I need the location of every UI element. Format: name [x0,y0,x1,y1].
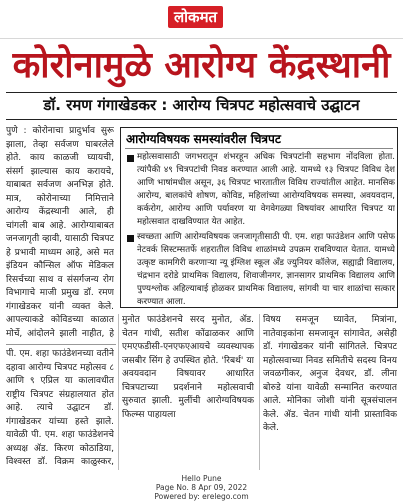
box-bullet-2: स्वच्छता आणि आरोग्यविषयक जनजागृतीसाठी पी. एम. शहा फाउंडेशन आणि पसेफ नेटवर्क सिस्टम्सतर्फे शहरातील विविध शाळांमध्ये उपक्रम राबविण्यात येतात. यामध्ये उत्कृष्ट कामगिरी करणाऱ्या न्यू इंग्लिश स्कूल ॲंड ज्युनियर कॉलेज, सह्याद्री विद्यालय, चंद्रभान दरोडे प्राथमिक विद्यालय, शिवाजीनगर, ज्ञानसागर प्राथमिक विद्यालय आणि पुण्यश्लोक अहिल्याबाई होळकर प्राथमिक विद्यालय, सांगवी या चार शाळांचा सत्कार करण्यात आला. [137,232,395,307]
column-divider [259,314,260,470]
masthead [0,0,403,39]
footer-page-date: Page No. 8 Apr 09, 2022 [155,483,248,492]
subhead-divider [6,119,397,120]
article-body-col1-bottom: पी. एम. शहा फाउंडेशनच्या वतीने दहावा आरोग्य चित्रपट महोत्सव ८ आणि ९ एप्रिल या कालावधीत राष्ट्रीय चित्रपट संग्रहालयात होत आहे. त्याचे उद्घाटन डॉ. गंगाखेडकर यांच्या हस्ते झाले. यावेळी पी. एम. शहा फाउंडेशनचे अध्यक्ष ॲड. किरण कोठाडिया, विश्वस्त डॉ. विक्रम काळुस्कर, [6,349,114,467]
page-footer [0,474,403,501]
footer-edition: Hello Pune [181,474,222,483]
footer-powered-by[interactable]: Powered by: erelego.com [154,492,249,501]
bullet-square-icon [127,235,134,242]
sidebar-box-films [120,127,398,308]
box-title-divider [125,148,393,149]
bullet-square-icon [127,155,134,162]
headline-divider [6,92,397,93]
box-title: आरोग्यविषयक समस्यांवरील चित्रपट [126,132,281,146]
article-headline: कोरोनामुळे आरोग्य केंद्रस्थानी [12,45,391,86]
article-body-col2-bottom: मुनोत फाउंडेशनचे सरद मुनोत, ॲड. चेतन गांधी, सतीश कोंढाळकर आणि एमएफडीसी-एनएफएआयचे व्यवस्थापक जसबीर सिंग हे उपस्थित होते. 'रिबर्थ' या अवयवदान विषयावर आधारित चित्रपटाच्या प्रदर्शनाने महोत्सवाची सुरुवात झाली. मुलींची आरोग्यविषयक फिल्म्स पाहायला [122,315,254,420]
article-body-left-column: पुणे : कोरोनाचा प्रादुर्भाव सुरू झाला, तेव्हा सर्वजण घाबरलेले होते. काय काळजी घ्यायची, संसर्ग झाल्यास काय करायचे, याबाबत सर्वजण अनभिज्ञ होते. मात्र, कोरोनाच्या निमित्ताने आरोग्य केंद्रस्थानी आले, ही चांगली बाब आहे. आरोग्याबाबत जनजागृती व्हावी, यासाठी चित्रपट हे प्रभावी माध्यम आहे, असे मत इंडियन कौन्सिल ऑफ मेडिकल रिसर्चच्या साथ व संसर्गजन्य रोग विभागाचे माजी प्रमुख डॉ. रमण गंगाखेडकर यांनी व्यक्त केले. आपल्याकडे कोविडच्या काळात मोर्चे, आंदोलने झाली नाहीत, हे [6,126,114,339]
article-subhead: डॉ. रमण गंगाखेडकर : आरोग्य चित्रपट महोत्सवाचे उद्घाटन [43,96,360,114]
lokmat-logo[interactable]: लोकमत [168,6,223,28]
article-body-col3-bottom: विषय समजून घ्यावेत, मित्रांना, नातेवाइकांना समजावून सांगावेत, असेही डॉ. गंगाखेडकर यांनी सांगितले. चित्रपट महोत्सवाच्या निवड समितीचे सदस्य विनय जवळगीकर, अनुज देवधर, डॉ. लीना बोरुडे यांना यावेळी सन्मानित करण्यात आले. मोनिका जोशी यांनी सूत्रसंचालन केले. ॲड. चेतन गांधी यांनी प्रास्ताविक केले. [263,315,397,433]
column-divider-horizontal [6,344,116,345]
box-bullet-1: महोत्सवासाठी जगभरातून शंभरहून अधिक चित्रपटांनी सहभाग नोंदविला होता. त्यांपैकी ४९ चित्रपटांची निवड करण्यात आली आहे. यामध्ये १३ चित्रपट विविध देश आणि भाषांमधील असून, ३६ चित्रपट भारतातील विविध राज्यांतील आहेत. मानसिक आरोग्य, बालकांचे शोषण, कोविड, महिलांच्या आरोग्यविषयक समस्या, अवयवदान, कर्करोग, आरोग्य आणि पर्यावरण या वेगवेगळ्या विषयांवर आधारित चित्रपट या महोत्सवात दाखविण्यात येत आहेत. [137,152,395,227]
column-divider [118,314,119,470]
